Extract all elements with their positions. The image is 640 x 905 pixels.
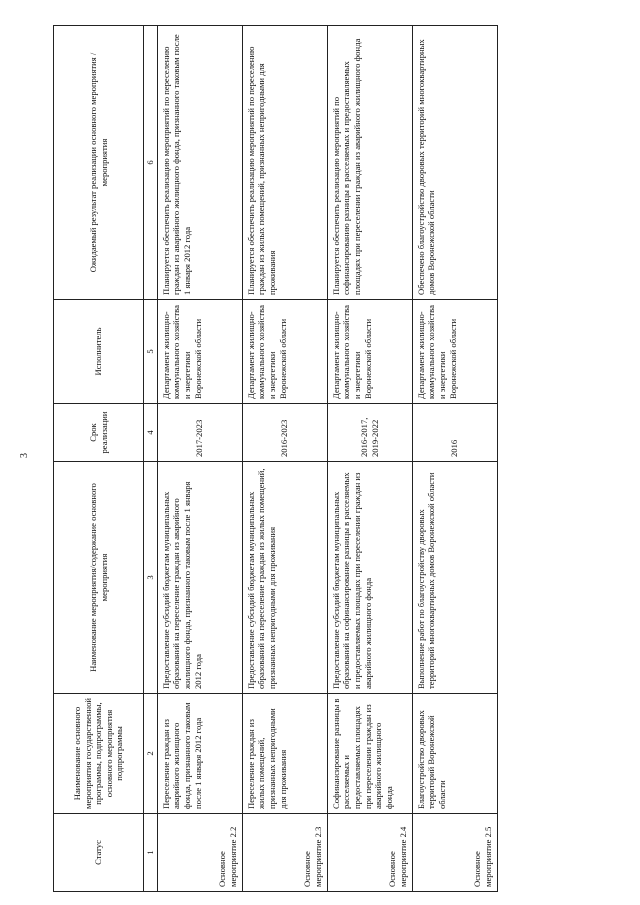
column-number: 4 <box>144 404 158 462</box>
header-executor: Исполнитель <box>54 300 144 404</box>
term-cell: 2017-2023 <box>157 404 242 462</box>
measure-name-cell: Переселение граждан из жилых помещений, признанных непригодными для проживания <box>242 694 327 814</box>
measure-content-cell: Выполнение работ по благоустройству дворовых территорий многоквартирных домов Воронежской области <box>412 462 497 694</box>
header-row <box>54 26 144 892</box>
term-cell: 2016-2023 <box>242 404 327 462</box>
status-cell: Основное мероприятие 2.5 <box>412 814 497 892</box>
executor-cell: Департамент жилищно-коммунального хозяйства и энергетики Воронежской области <box>327 300 412 404</box>
header-status: Статус <box>54 814 144 892</box>
result-cell: Планируется обеспечить реализацию мероприятий по переселению граждан из жилых помещений, признанных непригодными для проживания <box>242 26 327 300</box>
header-term: Срок реализации <box>54 404 144 462</box>
column-number: 3 <box>144 462 158 694</box>
measures-table <box>53 25 498 892</box>
column-number-row <box>144 26 158 892</box>
table-row <box>327 26 412 892</box>
measure-content-cell: Предоставление субсидий бюджетам муниципальных образований на переселение граждан из аварийного жилищного фонда, признанного таковым после 1 января 2012 года <box>157 462 242 694</box>
table-row <box>412 26 497 892</box>
executor-cell: Департамент жилищно-коммунального хозяйства и энергетики Воронежской области <box>412 300 497 404</box>
column-number: 1 <box>144 814 158 892</box>
measure-name-cell: Софинансирование разницы в расселяемых и предоставляемых площадях при переселении граждан из аварийного жилищного фонда <box>327 694 412 814</box>
measure-name-cell: Благоустройство дворовых территорий Воронежской области <box>412 694 497 814</box>
column-number: 2 <box>144 694 158 814</box>
result-cell: Планируется обеспечить реализацию мероприятий по переселению граждан из аварийного жилищного фонда, признанного таковым после 1 января 2012 года <box>157 26 242 300</box>
column-number: 6 <box>144 26 158 300</box>
table-row <box>157 26 242 892</box>
term-cell: 2016-2017, 2019-2022 <box>327 404 412 462</box>
measure-name-cell: Переселение граждан из аварийного жилищного фонда, признанного таковым после 1 января 2012 года <box>157 694 242 814</box>
result-cell: Планируется обеспечить реализацию мероприятий по софинансированию разницы в расселяемых и предоставляемых площадях при переселении граждан из аварийного жилищного фонда <box>327 26 412 300</box>
term-cell: 2016 <box>412 404 497 462</box>
executor-cell: Департамент жилищно-коммунального хозяйства и энергетики Воронежской области <box>242 300 327 404</box>
header-name: Наименование основного мероприятия государственной программы, подпрограммы, основного мероприятия подпрограммы <box>54 694 144 814</box>
measure-content-cell: Предоставление субсидий бюджетам муниципальных образований на переселение граждан из жилых помещений, признанных непригодными для проживания <box>242 462 327 694</box>
page-number: 3 <box>19 453 30 458</box>
table-row <box>242 26 327 892</box>
measure-content-cell: Предоставление субсидий бюджетам муниципальных образований на софинансирование разницы в расселяемых и предоставляемых площадях при переселении граждан из аварийного жилищного фонда <box>327 462 412 694</box>
status-cell: Основное мероприятие 2.2 <box>157 814 242 892</box>
result-cell: Обеспечено благоустройство дворовых территорий многоквартирных домов Воронежской области <box>412 26 497 300</box>
header-content: Наименование мероприятия/содержание основного мероприятия <box>54 462 144 694</box>
header-result: Ожидаемый результат реализации основного мероприятия /мероприятия <box>54 26 144 300</box>
status-cell: Основное мероприятие 2.3 <box>242 814 327 892</box>
status-cell: Основное мероприятие 2.4 <box>327 814 412 892</box>
column-number: 5 <box>144 300 158 404</box>
executor-cell: Департамент жилищно-коммунального хозяйства и энергетики Воронежской области <box>157 300 242 404</box>
